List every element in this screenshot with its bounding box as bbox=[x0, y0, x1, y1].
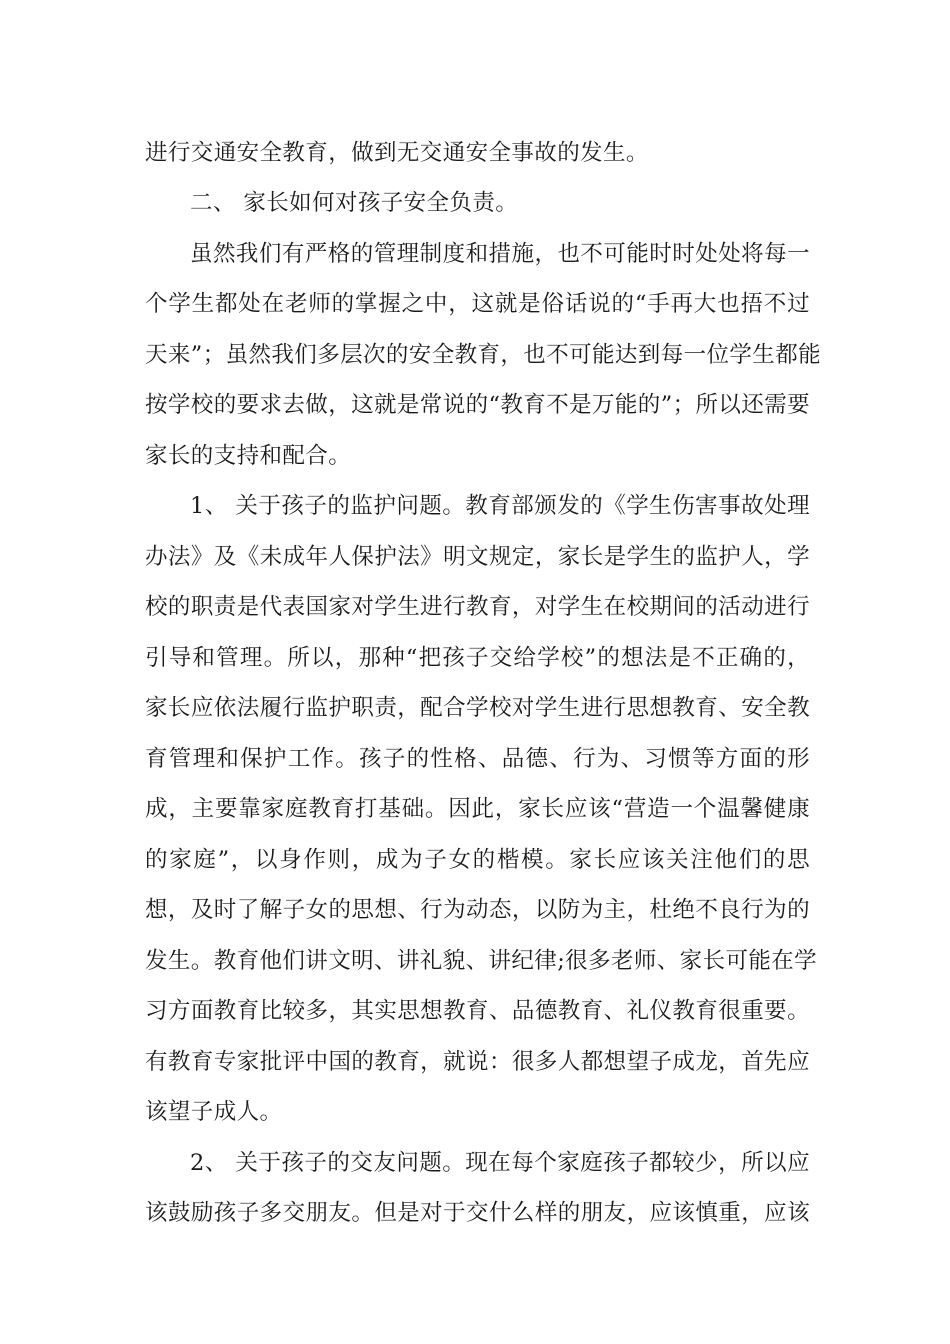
paragraph-line: 引导和管理。所以，那种“把孩子交给学校”的想法是不正确的， bbox=[145, 645, 810, 671]
paragraph-line: 个学生都处在老师的掌握之中，这就是俗话说的“手再大也捂不过 bbox=[145, 291, 810, 317]
paragraph-line: 习方面教育比较多，其实思想教育、品德教育、礼仪教育很重要。 bbox=[145, 998, 810, 1024]
paragraph-line: 育管理和保护工作。孩子的性格、品德、行为、习惯等方面的形 bbox=[145, 746, 810, 772]
paragraph-line: 有教育专家批评中国的教育，就说：很多人都想望子成龙，首先应 bbox=[145, 1049, 810, 1075]
paragraph-line: 成，主要靠家庭教育打基础。因此，家长应该“营造一个温馨健康 bbox=[145, 796, 810, 822]
paragraph-line: 天来”；虽然我们多层次的安全教育，也不可能达到每一位学生都能 bbox=[145, 342, 822, 368]
paragraph-line: 校的职责是代表国家对学生进行教育，对学生在校期间的活动进行 bbox=[145, 594, 810, 620]
paragraph-line: 办法》及《未成年人保护法》明文规定，家长是学生的监护人，学 bbox=[145, 544, 810, 570]
paragraph-line: 家长的支持和配合。 bbox=[145, 443, 352, 469]
paragraph-line: 虽然我们有严格的管理制度和措施，也不可能时时处处将每一 bbox=[190, 241, 810, 267]
section-heading: 二、 家长如何对孩子安全负责。 bbox=[190, 190, 519, 216]
paragraph-line: 想，及时了解子女的思想、行为动态，以防为主，杜绝不良行为的 bbox=[145, 897, 810, 923]
paragraph-line: 家长应依法履行监护职责，配合学校对学生进行思想教育、安全教 bbox=[145, 695, 810, 721]
paragraph-line: 进行交通安全教育，做到无交通安全事故的发生。 bbox=[145, 140, 649, 166]
paragraph-line: 2、 关于孩子的交友问题。现在每个家庭孩子都较少，所以应 bbox=[190, 1150, 810, 1176]
paragraph-line: 该鼓励孩子多交朋友。但是对于交什么样的朋友，应该慎重，应该 bbox=[145, 1200, 810, 1226]
paragraph-line: 该望子成人。 bbox=[145, 1099, 283, 1125]
paragraph-line: 1、 关于孩子的监护问题。教育部颁发的《学生伤害事故处理 bbox=[190, 493, 810, 519]
paragraph-line: 按学校的要求去做，这就是常说的“教育不是万能的”；所以还需要 bbox=[145, 392, 811, 418]
paragraph-line: 发生。教育他们讲文明、讲礼貌、讲纪律;很多老师、家长可能在学 bbox=[145, 948, 818, 974]
paragraph-line: 的家庭”，以身作则，成为子女的楷模。家长应该关注他们的思 bbox=[145, 847, 810, 873]
